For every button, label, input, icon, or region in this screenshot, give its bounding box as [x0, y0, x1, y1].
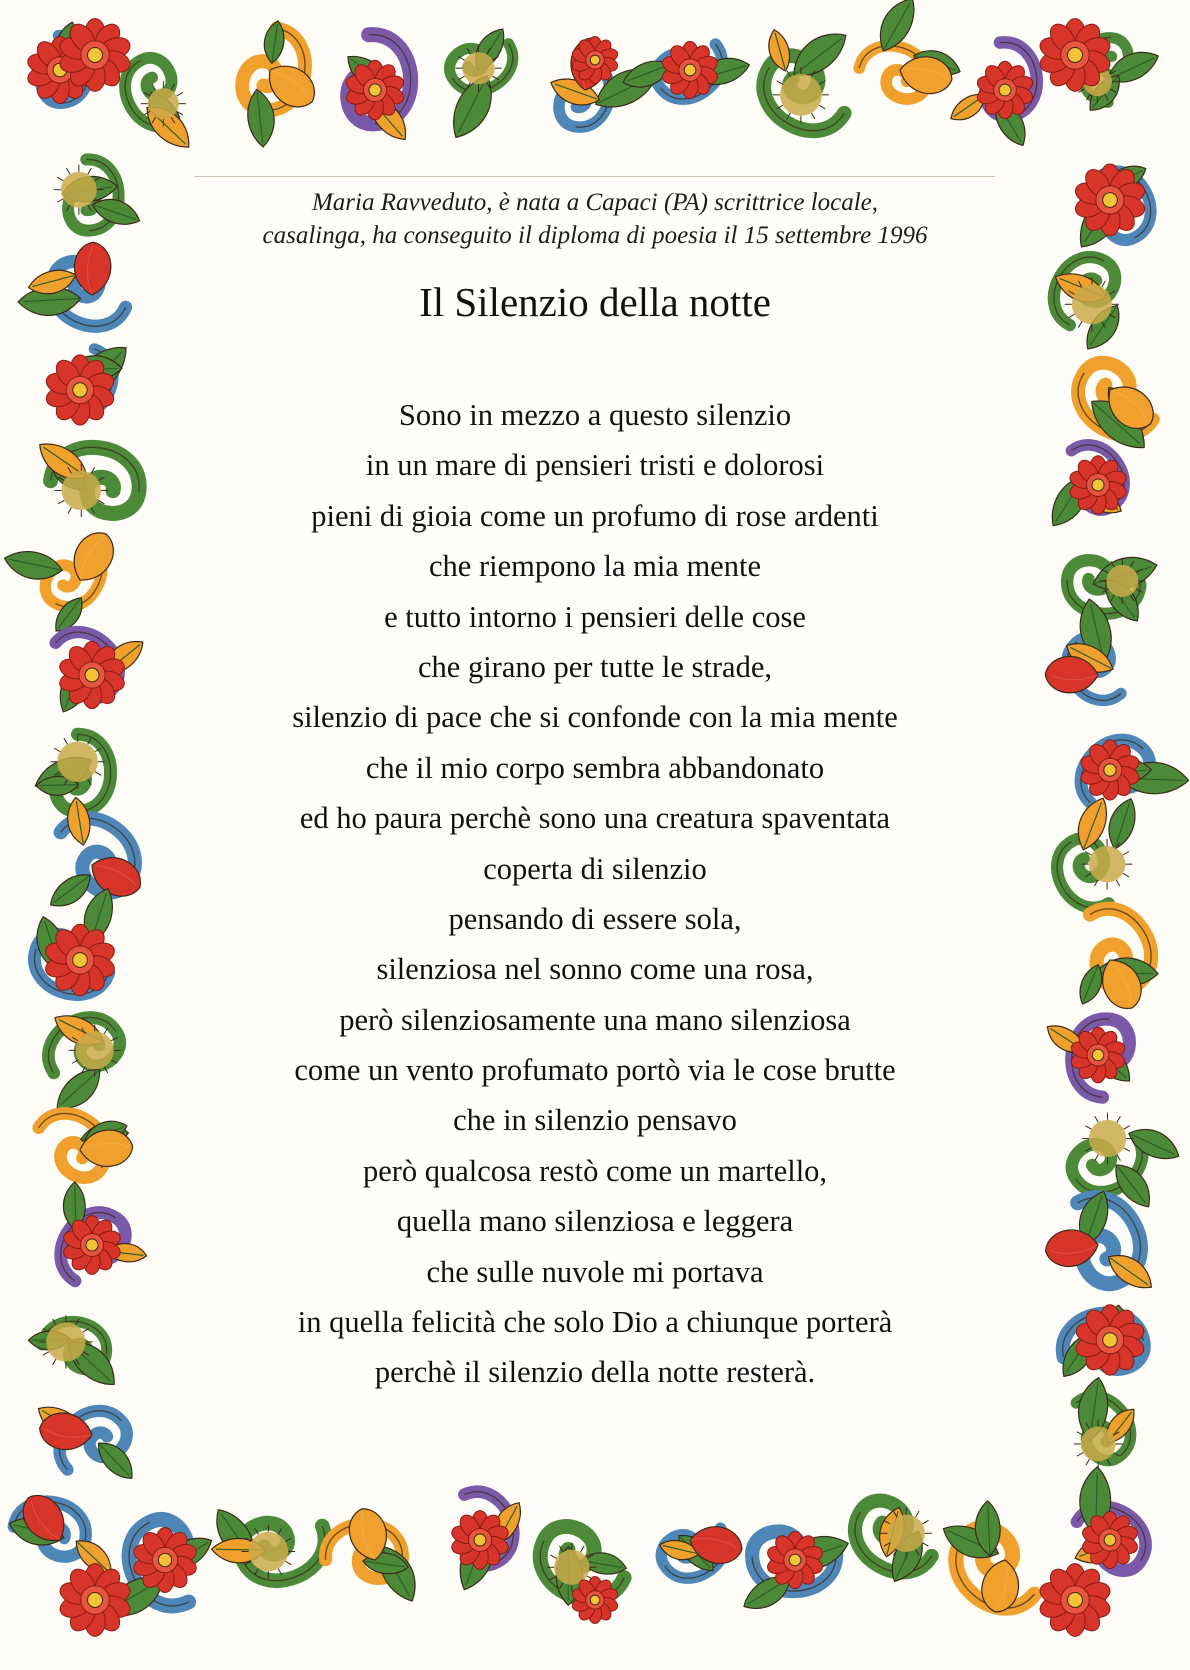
verse-line: coperta di silenzio	[483, 851, 707, 886]
verse-line: che il mio corpo sembra abbandonato	[365, 750, 825, 785]
verse-line: silenzio di pace che si confonde con la mia mente	[292, 700, 898, 735]
verse-line: però qualcosa restò come un martello,	[362, 1153, 828, 1188]
verse-line: che riempono la mia mente	[429, 549, 761, 584]
verse-line: Sono in mezzo a questo silenzio	[398, 398, 792, 432]
author-note-line-2: casalinga, ha conseguito il diploma di poesia il 15 settembre 1996	[262, 222, 928, 249]
author-note	[180, 186, 1010, 252]
verse-line: e tutto intorno i pensieri delle cose	[384, 599, 806, 634]
verse-line: pensando di essere sola,	[448, 901, 742, 936]
verse-line: silenziosa nel sonno come una rosa,	[376, 952, 814, 987]
verse-line: pieni di gioia come un profumo di rose ardenti	[311, 498, 879, 533]
verse-line: come un vento profumato portò via le cose brutte	[294, 1053, 896, 1088]
verse-line: che sulle nuvole mi portava	[426, 1254, 764, 1289]
verse-line: in quella felicità che solo Dio a chiunque porterà	[297, 1305, 893, 1340]
verse-line: che in silenzio pensavo	[453, 1103, 737, 1138]
verse-line: però silenziosamente una mano silenziosa	[339, 1002, 851, 1037]
verse-line: quella mano silenziosa e leggera	[396, 1204, 794, 1239]
verse-line: ed ho paura perchè sono una creatura spaventata	[299, 801, 891, 836]
verse-line: in un mare di pensieri tristi e dolorosi	[365, 448, 825, 483]
panel-top-rule	[195, 176, 995, 177]
poem-body	[180, 390, 1010, 1398]
author-note-line-1: Maria Ravveduto, è nata a Capaci (PA) scrittrice locale,	[311, 189, 879, 216]
verse-line: che girano per tutte le strade,	[418, 649, 772, 684]
poem-title: Il Silenzio della notte	[419, 279, 771, 325]
verse-line: perchè il silenzio della notte resterà.	[374, 1355, 816, 1390]
